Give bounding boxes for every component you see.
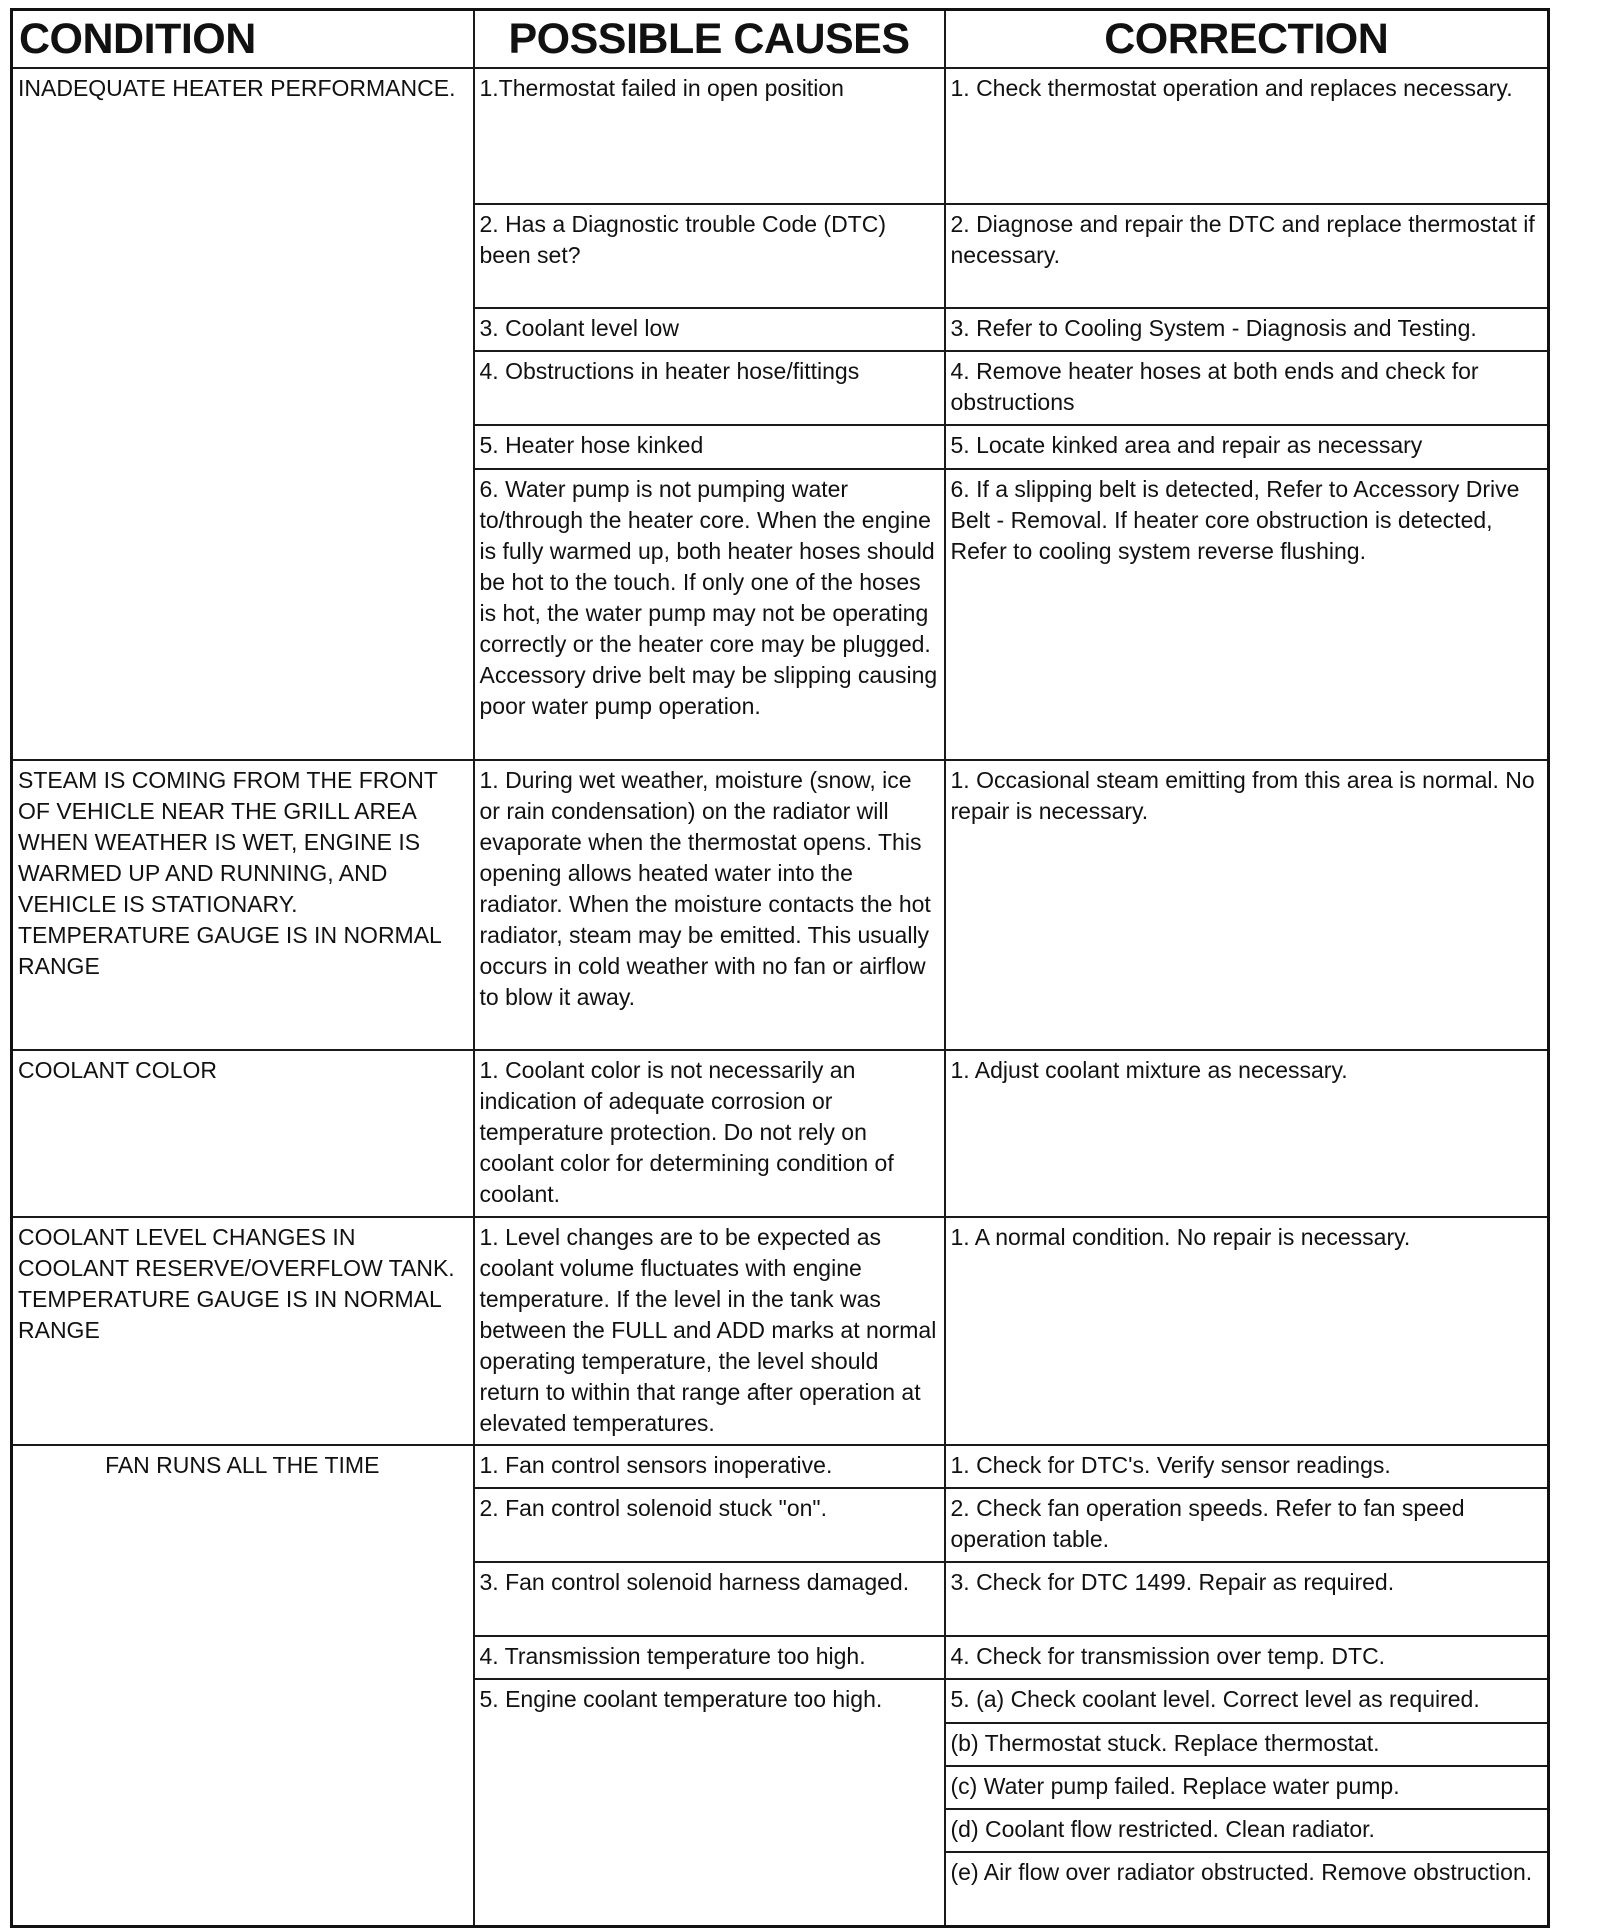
correction-cell: 6. If a slipping belt is detected, Refer to Accessory Drive Belt - Removal. If heater core obstruction is detected, Refer to cooling system reverse flushing. [945, 469, 1549, 760]
cause-cell: 1. Coolant color is not necessarily an indication of adequate corrosion or temperature protection. Do not rely on coolant color for determining condition of coolant. [474, 1050, 945, 1217]
correction-cell: 4. Check for transmission over temp. DTC. [945, 1636, 1549, 1679]
correction-cell: 1. Adjust coolant mixture as necessary. [945, 1050, 1549, 1217]
cause-cell: 2. Has a Diagnostic trouble Code (DTC) been set? [474, 204, 945, 308]
table-row [12, 1217, 1549, 1445]
cause-cell: 2. Fan control solenoid stuck "on". [474, 1488, 945, 1562]
header-row [12, 10, 1549, 69]
cause-cell: 1. Fan control sensors inoperative. [474, 1445, 945, 1488]
condition-fan: FAN RUNS ALL THE TIME [12, 1445, 474, 1926]
correction-cell: 4. Remove heater hoses at both ends and check for obstructions [945, 351, 1549, 425]
correction-cell: 5. Locate kinked area and repair as necessary [945, 425, 1549, 469]
cause-cell: 5. Engine coolant temperature too high. [474, 1679, 945, 1926]
header-correction: CORRECTION [945, 10, 1549, 69]
correction-cell: 1. Check for DTC's. Verify sensor readings. [945, 1445, 1549, 1488]
correction-cell: 1. Occasional steam emitting from this area is normal. No repair is necessary. [945, 760, 1549, 1050]
correction-cell: (c) Water pump failed. Replace water pump. [945, 1766, 1549, 1809]
table-row [12, 1445, 1549, 1488]
correction-cell: 3. Refer to Cooling System - Diagnosis and Testing. [945, 308, 1549, 351]
cause-cell: 3. Fan control solenoid harness damaged. [474, 1562, 945, 1636]
correction-cell: (b) Thermostat stuck. Replace thermostat. [945, 1723, 1549, 1766]
table-row [12, 68, 1549, 204]
cause-cell: 6. Water pump is not pumping water to/through the heater core. When the engine is fully warmed up, both heater hoses should be hot to the touch. If only one of the hoses is hot, the water pump may not be operating correctly or the heater core may be plugged. Accessory drive belt may be slipping causing poor water pump operation. [474, 469, 945, 760]
table-row [12, 1050, 1549, 1217]
cause-cell: 4. Transmission temperature too high. [474, 1636, 945, 1679]
correction-cell: 2. Check fan operation speeds. Refer to fan speed operation table. [945, 1488, 1549, 1562]
cause-cell: 1.Thermostat failed in open position [474, 68, 945, 204]
header-possible-causes: POSSIBLE CAUSES [474, 10, 945, 69]
cause-cell: 1. During wet weather, moisture (snow, ice or rain condensation) on the radiator will evaporate when the thermostat opens. This opening allows heated water into the radiator. When the moisture contacts the hot radiator, steam may be emitted. This usually occurs in cold weather with no fan or airflow to blow it away. [474, 760, 945, 1050]
condition-steam: STEAM IS COMING FROM THE FRONT OF VEHICLE NEAR THE GRILL AREA WHEN WEATHER IS WET, ENGINE IS WARMED UP AND RUNNING, AND VEHICLE IS STATIONARY. TEMPERATURE GAUGE IS IN NORMAL RANGE [12, 760, 474, 1050]
cause-cell: 3. Coolant level low [474, 308, 945, 351]
correction-cell: (d) Coolant flow restricted. Clean radiator. [945, 1809, 1549, 1852]
correction-cell: 1. Check thermostat operation and replaces necessary. [945, 68, 1549, 204]
correction-cell: 5. (a) Check coolant level. Correct level as required. [945, 1679, 1549, 1723]
correction-cell: 1. A normal condition. No repair is necessary. [945, 1217, 1549, 1445]
correction-cell: 2. Diagnose and repair the DTC and replace thermostat if necessary. [945, 204, 1549, 308]
correction-cell: (e) Air flow over radiator obstructed. Remove obstruction. [945, 1852, 1549, 1926]
condition-coolant-color: COOLANT COLOR [12, 1050, 474, 1217]
diagnosis-table [10, 8, 1550, 1928]
header-condition: CONDITION [12, 10, 474, 69]
cause-cell: 1. Level changes are to be expected as coolant volume fluctuates with engine temperature. If the level in the tank was between the FULL and ADD marks at normal operating temperature, the level should return to within that range after operation at elevated temperatures. [474, 1217, 945, 1445]
table-row [12, 760, 1549, 1050]
condition-coolant-level: COOLANT LEVEL CHANGES IN COOLANT RESERVE/OVERFLOW TANK. TEMPERATURE GAUGE IS IN NORMAL RANGE [12, 1217, 474, 1445]
cause-cell: 5. Heater hose kinked [474, 425, 945, 469]
condition-heater: INADEQUATE HEATER PERFORMANCE. [12, 68, 474, 760]
correction-cell: 3. Check for DTC 1499. Repair as required. [945, 1562, 1549, 1636]
cause-cell: 4. Obstructions in heater hose/fittings [474, 351, 945, 425]
